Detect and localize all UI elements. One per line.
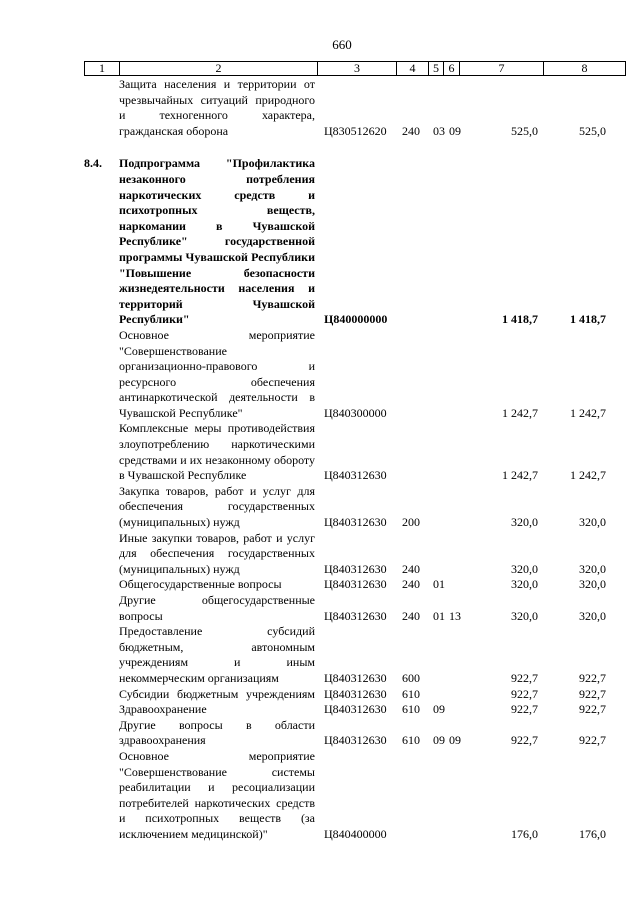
budget-table-body xyxy=(84,77,625,843)
row-code: Ц840300000 xyxy=(324,405,387,420)
row-sum-2: 320,0 xyxy=(579,561,606,576)
row-code: Ц840312630 xyxy=(324,608,387,623)
table-row xyxy=(84,749,625,843)
row-expense-type: 200 xyxy=(402,515,420,530)
row-sum-1: 1 242,7 xyxy=(502,405,538,420)
row-number: 8.4. xyxy=(84,156,102,171)
table-row xyxy=(84,624,625,686)
row-name: Комплексные меры противодействия злоупотреблению наркотическими средствами и их незаконному обороту в Чувашской Республике xyxy=(119,421,315,483)
table-row xyxy=(84,577,625,593)
row-sum-2: 176,0 xyxy=(579,826,606,841)
row-sum-2: 320,0 xyxy=(579,515,606,530)
column-header-5: 5 xyxy=(429,62,444,76)
table-row xyxy=(84,77,625,139)
page-number: 660 xyxy=(332,37,352,52)
row-sum-1: 176,0 xyxy=(511,826,538,841)
row-section: 09 xyxy=(433,733,445,748)
row-sum-2: 1 242,7 xyxy=(570,405,606,420)
row-code: Ц840312630 xyxy=(324,686,387,701)
row-sum-1: 320,0 xyxy=(511,577,538,592)
row-code: Ц840312630 xyxy=(324,733,387,748)
row-sum-1: 922,7 xyxy=(511,686,538,701)
row-subsection: 09 xyxy=(449,123,461,138)
row-name: Другие вопросы в области здравоохранения xyxy=(119,717,315,748)
row-subsection: 09 xyxy=(449,733,461,748)
row-name: Субсидии бюджетным учреждениям xyxy=(119,686,315,701)
row-name: Защита населения и территории от чрезвычайных ситуаций природного и техногенного характера, гражданская оборона xyxy=(119,77,315,138)
column-header-2: 2 xyxy=(120,62,318,76)
row-code: Ц840312630 xyxy=(324,670,387,685)
row-sum-1: 1 418,7 xyxy=(502,312,538,327)
row-sum-2: 1 418,7 xyxy=(570,312,606,327)
row-code: Ц840312630 xyxy=(324,468,387,483)
table-row xyxy=(84,702,625,718)
row-sum-1: 1 242,7 xyxy=(502,468,538,483)
row-sum-2: 922,7 xyxy=(579,702,606,717)
row-expense-type: 610 xyxy=(402,686,420,701)
row-name: Основное мероприятие "Совершенствование системы реабилитации и ресоциализации потребителей наркотических средств и психотропных веществ (за исключением медицинской)" xyxy=(119,748,315,841)
row-name: Иные закупки товаров, работ и услуг для обеспечения государственных (муниципальных) нужд xyxy=(119,530,315,576)
row-section: 01 xyxy=(433,608,445,623)
row-name: Другие общегосударственные вопросы xyxy=(119,593,315,623)
row-sum-1: 320,0 xyxy=(511,561,538,576)
row-subsection: 13 xyxy=(449,608,461,623)
row-expense-type: 240 xyxy=(402,608,420,623)
row-sum-2: 922,7 xyxy=(579,733,606,748)
row-code: Ц840312630 xyxy=(324,515,387,530)
table-row xyxy=(84,687,625,703)
row-sum-1: 922,7 xyxy=(511,702,538,717)
row-expense-type: 240 xyxy=(402,561,420,576)
row-name: Закупка товаров, работ и услуг для обеспечения государственных (муниципальных) нужд xyxy=(119,483,315,530)
row-code: Ц840400000 xyxy=(324,826,387,841)
row-expense-type: 600 xyxy=(402,670,420,685)
row-code: Ц840000000 xyxy=(324,312,388,327)
row-expense-type: 610 xyxy=(402,733,420,748)
row-sum-2: 922,7 xyxy=(579,686,606,701)
row-sum-2: 1 242,7 xyxy=(570,468,606,483)
column-header-4: 4 xyxy=(397,62,429,76)
row-name: Здравоохранение xyxy=(119,702,207,717)
row-name: Основное мероприятие "Совершенствование организационно-правового и ресурсного обеспечения антинаркотической деятельности в Чувашской Республике" xyxy=(119,327,315,420)
table-row xyxy=(84,531,625,578)
row-sum-1: 922,7 xyxy=(511,733,538,748)
row-name: Подпрограмма "Профилактика незаконного потребления наркотических средств и психотропных веществ, наркомании в Чувашской Республике" государственной программы Чувашской Республики "Повышение безопасности жизнедеятельности населения и территорий Чувашской Республики" xyxy=(119,156,315,327)
row-sum-1: 922,7 xyxy=(511,670,538,685)
row-name: Предоставление субсидий бюджетным, автономным учреждениям и иным некоммерческим организациям xyxy=(119,624,315,685)
row-section: 01 xyxy=(433,577,445,592)
row-name: Общегосударственные вопросы xyxy=(119,577,282,592)
row-sum-2: 320,0 xyxy=(579,608,606,623)
row-sum-1: 320,0 xyxy=(511,515,538,530)
column-header-3: 3 xyxy=(318,62,397,76)
column-header-8: 8 xyxy=(544,62,626,76)
table-row xyxy=(84,718,625,749)
table-row xyxy=(84,421,625,483)
column-header-6: 6 xyxy=(444,62,460,76)
row-section: 03 xyxy=(433,123,445,138)
column-header-1: 1 xyxy=(85,62,120,76)
table-row xyxy=(84,156,625,328)
table-row xyxy=(84,593,625,624)
row-sum-1: 525,0 xyxy=(511,123,538,138)
row-sum-2: 922,7 xyxy=(579,670,606,685)
row-code: Ц830512620 xyxy=(324,123,387,138)
row-section: 09 xyxy=(433,702,445,717)
row-code: Ц840312630 xyxy=(324,561,387,576)
row-sum-2: 525,0 xyxy=(579,123,606,138)
row-sum-1: 320,0 xyxy=(511,608,538,623)
table-row xyxy=(84,328,625,422)
column-header-row xyxy=(84,61,626,76)
table-row xyxy=(84,484,625,531)
row-expense-type: 610 xyxy=(402,702,420,717)
row-code: Ц840312630 xyxy=(324,577,387,592)
row-sum-2: 320,0 xyxy=(579,577,606,592)
row-code: Ц840312630 xyxy=(324,702,387,717)
row-expense-type: 240 xyxy=(402,577,420,592)
column-header-7: 7 xyxy=(460,62,544,76)
row-expense-type: 240 xyxy=(402,123,420,138)
